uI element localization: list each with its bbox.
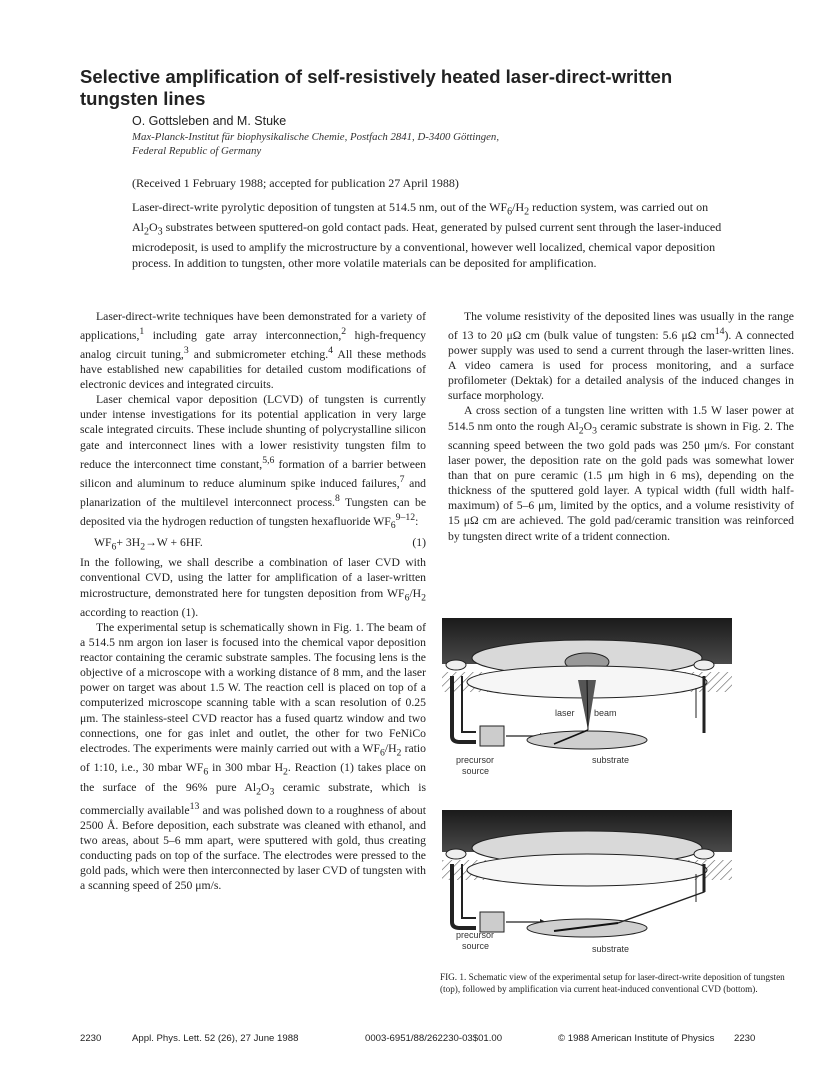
reference-marker: 8 xyxy=(334,492,340,504)
text: In the following, we shall describe a combination of laser CVD with conventional CVD, using the latter for amplification of a laser-written microstructure, demonstrated here for tungsten deposition from WF xyxy=(80,556,426,600)
text: /H xyxy=(384,741,397,755)
text: including gate array interconnection, xyxy=(144,328,342,342)
text: /H xyxy=(409,586,422,600)
reference-marker: 5,6 xyxy=(262,454,275,466)
substrate xyxy=(527,731,647,749)
substrate-label: substrate xyxy=(592,944,630,954)
reference-marker: 1 xyxy=(139,326,145,338)
abstract xyxy=(132,200,732,271)
abstract-text: /H xyxy=(512,200,525,214)
subscript: 2 xyxy=(578,424,584,436)
text: ratio of 1:10, i.e., 30 mbar WF xyxy=(80,741,427,775)
reactor-floor xyxy=(467,854,707,886)
page-number-left: 2230 xyxy=(80,1033,102,1044)
abstract-text: O xyxy=(149,219,158,234)
precursor-label-2: source xyxy=(462,941,490,951)
figure-1-caption: FIG. 1. Schematic view of the experimental setup for laser-direct-write deposition of tungsten (top), followed by amplification via current heat-induced conventional CVD (bottom). xyxy=(440,972,785,995)
subscript: 2 xyxy=(256,785,261,797)
page-number-right: 2230 xyxy=(734,1033,756,1044)
received-dates: (Received 1 February 1988; accepted for publication 27 April 1988) xyxy=(132,176,459,190)
left-port xyxy=(446,660,466,670)
subscript: 6 xyxy=(390,519,396,531)
subscript: 6 xyxy=(404,591,410,603)
reference-marker: 13 xyxy=(189,801,200,813)
laser-beam-label-1: laser xyxy=(555,708,575,718)
right-port xyxy=(694,849,714,859)
text: →W + 6HF. xyxy=(145,535,203,549)
text: The volume resistivity of the deposited lines was usually in the range of 13 to 20 μΩ cm (bulk value of tungsten: 5.6 μΩ cm xyxy=(448,310,794,342)
laser-write-diagram xyxy=(442,618,732,778)
text: formation of a barrier between silicon and aluminum to reduce aluminum spike induced failures, xyxy=(80,457,426,490)
text: and was polished down to a roughness of about 2500 Å. Before deposition, each substrate was cleaned with ethanol, and two areas, about 5–6 mm apart, were sputtered with gold, thus creating conducting pads on top of the surface. The electrodes were pressed to the gold pads, which were then interconnected by laser CVD of tungsten with a scanning speed of 250 μm/s. xyxy=(80,803,426,893)
substrate-label: substrate xyxy=(592,755,630,765)
right-port xyxy=(694,660,714,670)
text: A cross section of a tungsten line written with 1.5 W laser power at 514.5 nm onto the rough Al xyxy=(448,404,794,433)
reference-marker: 4 xyxy=(328,345,333,357)
reference-marker: 2 xyxy=(341,326,347,338)
text: according to reaction (1). xyxy=(80,605,199,619)
precursor-label-1: precursor xyxy=(456,755,495,765)
text: O xyxy=(583,419,593,433)
text: Laser-direct-write techniques have been demonstrated for a variety of applications, xyxy=(80,310,426,342)
text: The experimental setup is schematically shown in Fig. 1. The beam of a 514.5 nm argon ion laser is focused into the chemical vapor deposition reactor containing the ceramic substrate samples. The focusing lens is the objective of a microscope with a working distance of 8 mm, and the laser power on target was about 1.5 W. The reaction cell is placed on top of a computerized microscope scanning table with a scan resolution of 0.25 μm. The stainless-steel CVD reactor has a fused quartz window and two connections, one for gas inlet and outlet, the other for two FeNiCo electrodes. The experiments were mainly carried out with a WF xyxy=(80,621,426,755)
text: : xyxy=(415,514,419,528)
text: WF xyxy=(94,535,112,549)
precursor-label-1: precursor xyxy=(456,930,495,940)
subscript: 6 xyxy=(111,541,117,553)
equation-1 xyxy=(80,535,426,554)
affiliation-line-1: Max-Planck-Institut für biophysikalische Chemie, Postfach 2841, D-3400 Göttingen, xyxy=(132,131,500,143)
text: + 3H xyxy=(116,535,141,549)
subscript: 2 xyxy=(140,541,146,553)
precursor-source-body xyxy=(480,726,504,746)
copyright: © 1988 American Institute of Physics xyxy=(558,1033,715,1044)
subscript: 2 xyxy=(524,206,530,218)
text: and planarization of the multilevel interconnect process. xyxy=(80,476,427,509)
reference-marker: 9–12 xyxy=(395,511,416,523)
cvd-amplification-diagram xyxy=(442,810,732,965)
journal-citation: Appl. Phys. Lett. 52 (26), 27 June 1988 xyxy=(132,1033,299,1044)
affiliation-line-2: Federal Republic of Germany xyxy=(132,145,262,157)
article-code: 0003-6951/88/262230-03$01.00 xyxy=(365,1033,503,1044)
reference-marker: 7 xyxy=(399,473,405,485)
text: O xyxy=(260,780,270,794)
equation-number: (1) xyxy=(412,535,426,549)
left-column xyxy=(80,309,426,893)
subscript: 3 xyxy=(157,226,163,238)
subscript: 6 xyxy=(203,766,209,778)
text: ). A connected power supply was used to send a current through the laser-written lines. A video camera is used for process monitoring, and a surface profilometer (Dektak) for a detailed analysis of the induced changes in surface morphology. xyxy=(448,328,795,403)
precursor-label-2: source xyxy=(462,766,490,776)
subscript: 6 xyxy=(507,206,513,218)
paragraph xyxy=(448,403,794,543)
paragraph xyxy=(80,392,426,533)
figure-1-top-schematic xyxy=(442,618,732,778)
equation-body xyxy=(80,535,203,554)
author-affiliation xyxy=(132,130,732,158)
text: Laser chemical vapor deposition (LCVD) of tungsten is currently under intense investigations for its potential application in very large scale integrated circuits. These include shunting of polycrystalline silicon gate and interconnect lines with a lower resistivity tungsten film to reduce the interconnect time constant, xyxy=(80,393,426,471)
right-column xyxy=(448,309,794,544)
subscript: 3 xyxy=(592,424,597,436)
laser-beam-label-2: beam xyxy=(594,708,617,718)
paragraph xyxy=(448,309,794,403)
article-authors: O. Gottsleben and M. Stuke xyxy=(132,114,287,128)
left-port xyxy=(446,849,466,859)
abstract-text: Laser-direct-write pyrolytic deposition of tungsten at 514.5 nm, out of the WF xyxy=(132,200,508,214)
subscript: 2 xyxy=(144,226,149,238)
article-title: Selective amplification of self-resistively heated laser-direct-written tungsten lines xyxy=(80,66,673,109)
text: ceramic substrate is shown in Fig. 2. The scanning speed between the two gold pads was 250 μm/s. For constant laser power, the deposition rate on the gold pads was somewhat lower than that on pure ceramic (1.5 μm high in 6 ms), depending on the thickness of the sputtered gold layer. A typical width (full width half-maximum) of 5–6 μm, limited by the optics, and a volume resistivity of 15 μΩ cm are achieved. The gold pad/ceramic transition was reinforced by tungsten direct write of a trident connection. xyxy=(448,419,794,543)
text: All these methods have established new capabilities for detailed custom modifications of electronic devices and integrated circuits. xyxy=(80,347,426,392)
text: and submicrometer etching. xyxy=(188,347,329,361)
abstract-text: substrates between sputtered-on gold contact pads. Heat, generated by pulsed current sent through the laser-induced microdeposit, is used to amplify the microstructure by a conventional, however well localized, chemical vapor deposition process. In addition to tungsten, other more volatile materials can be deposited for amplification. xyxy=(132,219,722,270)
substrate xyxy=(527,919,647,937)
reference-marker: 14 xyxy=(714,326,725,338)
subscript: 6 xyxy=(379,747,385,759)
text: . Reaction (1) takes place on the surface of the 96% pure Al xyxy=(80,761,426,794)
subscript: 2 xyxy=(396,747,402,759)
text: Tungsten can be deposited via the hydrogen reduction of tungsten hexafluoride WF xyxy=(80,495,427,528)
text: ceramic substrate, which is commercially available xyxy=(80,780,427,817)
paragraph xyxy=(80,309,426,392)
figure-1-bottom-schematic xyxy=(442,810,732,965)
paragraph xyxy=(80,620,426,893)
text: in 300 mbar H xyxy=(208,761,284,775)
reference-marker: 3 xyxy=(183,345,189,357)
abstract-text: reduction system, was carried out on Al xyxy=(132,200,709,234)
subscript: 3 xyxy=(269,785,275,797)
subscript: 2 xyxy=(421,591,426,603)
text: high-frequency analog circuit tuning, xyxy=(80,328,426,361)
subscript: 2 xyxy=(283,766,288,778)
paragraph xyxy=(80,555,426,620)
precursor-source-body xyxy=(480,912,504,932)
